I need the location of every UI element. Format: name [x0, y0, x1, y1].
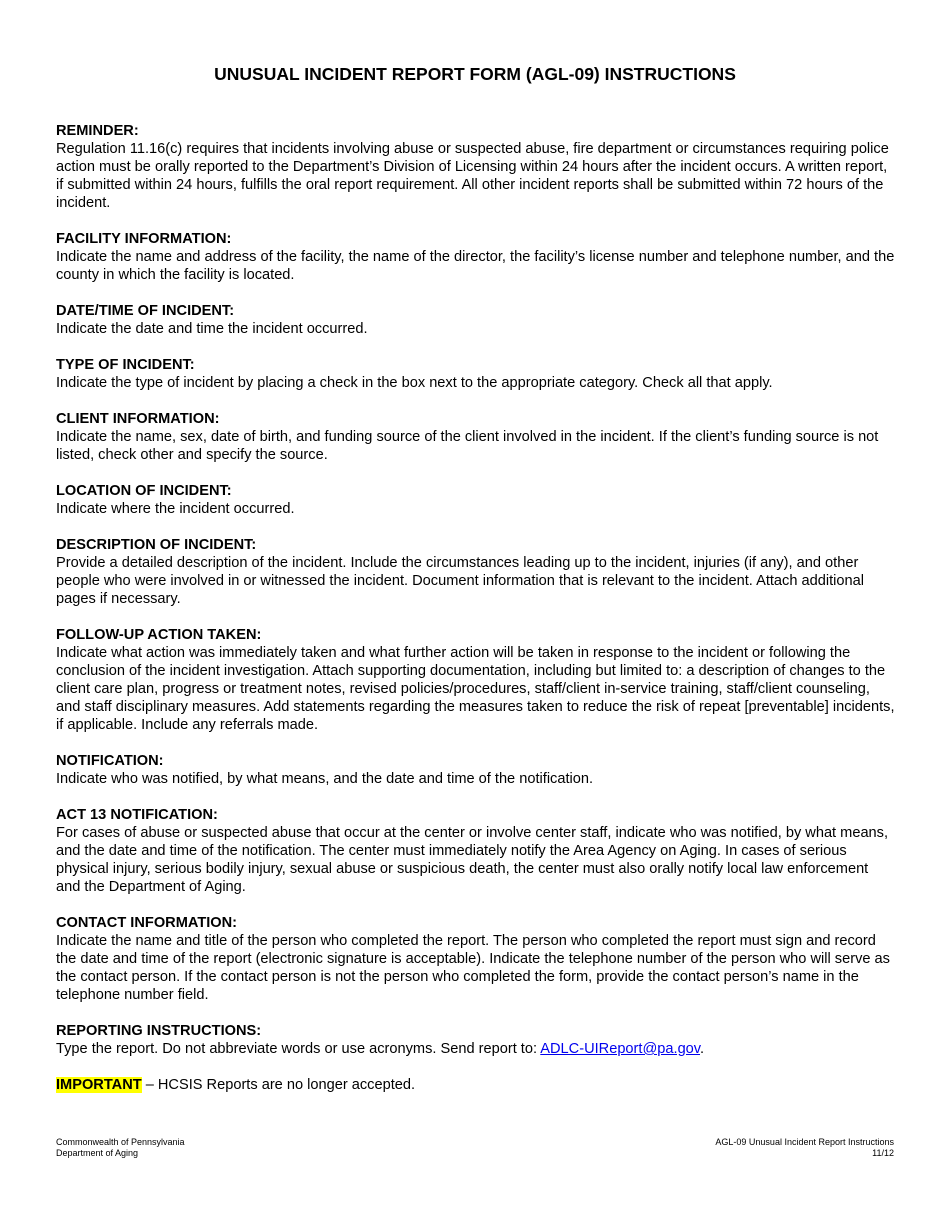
- footer-org: Commonwealth of Pennsylvania: [56, 1137, 185, 1147]
- section-heading: NOTIFICATION:: [56, 753, 164, 769]
- important-notice: [56, 1076, 896, 1094]
- section-heading: LOCATION OF INCIDENT:: [56, 483, 232, 499]
- footer-form-name: AGL-09 Unusual Incident Report Instructions: [715, 1137, 894, 1147]
- section-heading: REPORTING INSTRUCTIONS:: [56, 1023, 262, 1039]
- section-follow-up-action: [56, 626, 896, 734]
- section-heading: FOLLOW-UP ACTION TAKEN:: [56, 627, 262, 643]
- section-body: Indicate the type of incident by placing a check in the box next to the appropriate category. Check all that apply.: [56, 375, 773, 391]
- section-heading: FACILITY INFORMATION:: [56, 231, 232, 247]
- section-notification: [56, 752, 896, 788]
- section-facility-information: [56, 230, 896, 284]
- section-act-13-notification: [56, 806, 896, 896]
- reporting-period: .: [700, 1041, 705, 1057]
- section-reminder: [56, 122, 896, 212]
- section-description: [56, 536, 896, 608]
- instructions-content: [56, 122, 896, 1112]
- important-text: – HCSIS Reports are no longer accepted.: [141, 1077, 416, 1093]
- footer-revision-date: 11/12: [872, 1148, 894, 1158]
- section-body: Indicate the name and address of the facility, the name of the director, the facility’s license number and telephone number, and the county in which the facility is located.: [56, 249, 895, 283]
- section-heading: CLIENT INFORMATION:: [56, 411, 220, 427]
- section-body: Provide a detailed description of the incident. Include the circumstances leading up to the incident, injuries (if any), and other people who were involved in or witnessed the incident. Document information that is relevant to the incident. Attach additional pages if necessary.: [56, 555, 864, 607]
- reporting-text: Type the report. Do not abbreviate words or use acronyms. Send report to:: [56, 1041, 541, 1057]
- section-body: Indicate the name, sex, date of birth, and funding source of the client involved in the incident. If the client’s funding source is not listed, check other and specify the source.: [56, 429, 879, 463]
- section-heading: CONTACT INFORMATION:: [56, 915, 238, 931]
- section-location: [56, 482, 896, 518]
- section-heading: DATE/TIME OF INCIDENT:: [56, 303, 235, 319]
- section-heading: REMINDER:: [56, 123, 139, 139]
- footer-left: [56, 1137, 185, 1159]
- footer-right: [715, 1137, 894, 1159]
- section-body: Indicate who was notified, by what means, and the date and time of the notification.: [56, 771, 594, 787]
- section-body: Indicate the name and title of the person who completed the report. The person who completed the report must sign and record the date and time of the report (electronic signature is acceptable). Indicate the telephone number of the person who will serve as the contact person. If the contact person is not the person who completed the form, provide the contact person’s name in the telephone number field.: [56, 933, 890, 1003]
- section-reporting-instructions: [56, 1022, 896, 1058]
- section-heading: TYPE OF INCIDENT:: [56, 357, 195, 373]
- section-date-time: [56, 302, 896, 338]
- important-label: IMPORTANT: [56, 1077, 142, 1093]
- section-body: Indicate the date and time the incident occurred.: [56, 321, 368, 337]
- section-type-of-incident: [56, 356, 896, 392]
- section-contact-information: [56, 914, 896, 1004]
- section-body: Indicate where the incident occurred.: [56, 501, 295, 517]
- section-body: Regulation 11.16(c) requires that incidents involving abuse or suspected abuse, fire department or circumstances requiring police action must be orally reported to the Department’s Division of Licensing within 24 hours after the incident occurs. A written report, if submitted within 24 hours, fulfills the oral report requirement. All other incident reports shall be submitted within 72 hours of the incident.: [56, 141, 889, 211]
- section-body: [56, 1040, 896, 1058]
- report-email-link[interactable]: ADLC-UIReport@pa.gov: [540, 1041, 701, 1057]
- footer-department: Department of Aging: [56, 1148, 139, 1158]
- section-heading: ACT 13 NOTIFICATION:: [56, 807, 218, 823]
- section-body: Indicate what action was immediately taken and what further action will be taken in response to the incident or following the conclusion of the incident investigation. Attach supporting documentation, including but limited to: a description of changes to the client care plan, progress or treatment notes, revised policies/procedures, staff/client in-service training, staff/client counseling, and staff disciplinary measures. Add statements regarding the measures taken to reduce the risk of repeat [preventable] incidents, if applicable. Include any referrals made.: [56, 645, 895, 733]
- page-title: UNUSUAL INCIDENT REPORT FORM (AGL-09) INSTRUCTIONS: [214, 64, 736, 84]
- section-body: For cases of abuse or suspected abuse that occur at the center or involve center staff, indicate who was notified, by what means, and the date and time of the notification. The center must immediately notify the Area Agency on Aging. In cases of serious physical injury, serious bodily injury, sexual abuse or suspicious death, the center must also orally notify local law enforcement and the Department of Aging.: [56, 825, 889, 895]
- section-client-information: [56, 410, 896, 464]
- important-line: [56, 1076, 896, 1094]
- section-heading: DESCRIPTION OF INCIDENT:: [56, 537, 257, 553]
